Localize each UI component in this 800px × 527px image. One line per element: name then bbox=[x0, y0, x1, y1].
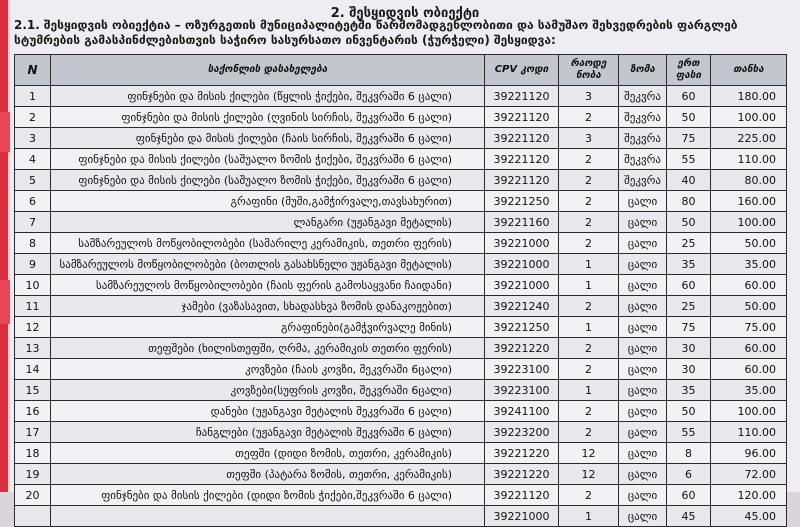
unit-price: 35 bbox=[667, 380, 711, 401]
quantity: 12 bbox=[559, 464, 619, 485]
unit-price: 30 bbox=[667, 359, 711, 380]
slide-accent-bar bbox=[0, 0, 8, 492]
header-cpv: CPV კოდი bbox=[485, 55, 559, 86]
total-amount: 50.00 bbox=[711, 233, 787, 254]
cpv-code: 39221000 bbox=[485, 506, 559, 527]
unit: შეკვრა bbox=[619, 128, 667, 149]
total-amount: 35.00 bbox=[711, 380, 787, 401]
unit-price: 55 bbox=[667, 149, 711, 170]
unit: შეკვრა bbox=[619, 149, 667, 170]
cpv-code: 39221120 bbox=[485, 149, 559, 170]
cpv-code: 39221120 bbox=[485, 86, 559, 107]
row-number: 15 bbox=[15, 380, 51, 401]
total-amount: 72.00 bbox=[711, 464, 787, 485]
item-name: ფინჯნები და მისის ქილები (საშუალო ზომის ჭიქები, შეკვრაში 6 ცალი) bbox=[51, 170, 485, 191]
total-amount: 110.00 bbox=[711, 149, 787, 170]
quantity: 2 bbox=[559, 359, 619, 380]
row-number: 18 bbox=[15, 443, 51, 464]
table-row bbox=[15, 275, 787, 296]
unit-price: 40 bbox=[667, 170, 711, 191]
procurement-table bbox=[14, 54, 787, 527]
table-row bbox=[15, 191, 787, 212]
header-unit: ზომა bbox=[619, 55, 667, 86]
cpv-code: 39221000 bbox=[485, 275, 559, 296]
row-number: 1 bbox=[15, 86, 51, 107]
unit: ცალი bbox=[619, 485, 667, 506]
item-name: ფინჯნები და მისის ქილები (ჩაის სირჩის, შეკვრაში 6 ცალი) bbox=[51, 128, 485, 149]
cpv-code: 39221000 bbox=[485, 254, 559, 275]
unit-price: 60 bbox=[667, 485, 711, 506]
unit: ცალი bbox=[619, 233, 667, 254]
cpv-code: 39221240 bbox=[485, 296, 559, 317]
unit: ცალი bbox=[619, 317, 667, 338]
total-amount: 100.00 bbox=[711, 401, 787, 422]
row-number: 13 bbox=[15, 338, 51, 359]
item-name: ჯამები (ვაზასავით, სხადასხვა ზომის დანაკოჟებით) bbox=[51, 296, 485, 317]
total-amount: 60.00 bbox=[711, 338, 787, 359]
total-amount: 80.00 bbox=[711, 170, 787, 191]
unit-price: 25 bbox=[667, 296, 711, 317]
total-amount: 50.00 bbox=[711, 296, 787, 317]
quantity: 1 bbox=[559, 380, 619, 401]
table-header-row bbox=[15, 55, 787, 86]
quantity: 12 bbox=[559, 443, 619, 464]
unit-price: 25 bbox=[667, 233, 711, 254]
row-number: 9 bbox=[15, 254, 51, 275]
quantity: 3 bbox=[559, 128, 619, 149]
table-row bbox=[15, 149, 787, 170]
item-name: ფინჯნები და მისის ქილები (წყლის ჭიქები, შეკვრაში 6 ცალი) bbox=[51, 86, 485, 107]
item-name: ფინჯნები და მისის ქილები (დიდი ზომის ჭიქები,შეკვრაში 6 ცალი) bbox=[51, 485, 485, 506]
unit: შეკვრა bbox=[619, 107, 667, 128]
item-name: ფინჯნები და მისის ქილები (საშუალო ზომის ჭიქები, შეკვრაში 6 ცალი) bbox=[51, 149, 485, 170]
cpv-code: 39223200 bbox=[485, 422, 559, 443]
unit: ცალი bbox=[619, 212, 667, 233]
unit: შეკვრა bbox=[619, 170, 667, 191]
table-row bbox=[15, 128, 787, 149]
quantity: 1 bbox=[559, 254, 619, 275]
unit: ცალი bbox=[619, 443, 667, 464]
unit-price: 6 bbox=[667, 464, 711, 485]
cpv-code: 39221000 bbox=[485, 233, 559, 254]
total-amount: 60.00 bbox=[711, 275, 787, 296]
row-number: 5 bbox=[15, 170, 51, 191]
quantity: 2 bbox=[559, 107, 619, 128]
cpv-code: 39221120 bbox=[485, 128, 559, 149]
table-row bbox=[15, 422, 787, 443]
table-row bbox=[15, 254, 787, 275]
cpv-code: 39221120 bbox=[485, 485, 559, 506]
header-qty: რაოდე ნობა bbox=[559, 55, 619, 86]
quantity: 1 bbox=[559, 275, 619, 296]
total-amount: 75.00 bbox=[711, 317, 787, 338]
quantity: 2 bbox=[559, 191, 619, 212]
unit: ცალი bbox=[619, 422, 667, 443]
table-row bbox=[15, 317, 787, 338]
total-amount: 100.00 bbox=[711, 212, 787, 233]
cpv-code: 39223100 bbox=[485, 380, 559, 401]
unit-price: 80 bbox=[667, 191, 711, 212]
cpv-code: 39221220 bbox=[485, 338, 559, 359]
unit-price: 30 bbox=[667, 338, 711, 359]
unit: ცალი bbox=[619, 401, 667, 422]
table-row bbox=[15, 86, 787, 107]
quantity: 2 bbox=[559, 212, 619, 233]
total-amount: 110.00 bbox=[711, 422, 787, 443]
cpv-code: 39221250 bbox=[485, 317, 559, 338]
intro-paragraph bbox=[14, 18, 784, 48]
row-number: 8 bbox=[15, 233, 51, 254]
row-number bbox=[15, 506, 51, 527]
item-name bbox=[51, 506, 485, 527]
unit-price: 50 bbox=[667, 107, 711, 128]
document-title: 2. შესყიდვის ობიექტი bbox=[330, 6, 480, 21]
cpv-code: 39241100 bbox=[485, 401, 559, 422]
total-amount: 60.00 bbox=[711, 359, 787, 380]
total-amount: 225.00 bbox=[711, 128, 787, 149]
row-number: 14 bbox=[15, 359, 51, 380]
item-name: თეფშები (ხილისთეფში, ღრმა, კერამიკის თეთრი ფერის) bbox=[51, 338, 485, 359]
row-number: 17 bbox=[15, 422, 51, 443]
table-row bbox=[15, 380, 787, 401]
quantity: 2 bbox=[559, 170, 619, 191]
unit: ცალი bbox=[619, 254, 667, 275]
item-name: თეფში (პატარა ზომის, თეთრი, კერამიკის) bbox=[51, 464, 485, 485]
header-num: N bbox=[15, 55, 51, 86]
quantity: 3 bbox=[559, 86, 619, 107]
item-name: კოვზები (ჩაის კოვზი, შეკვრაში 6ცალი) bbox=[51, 359, 485, 380]
item-name: ფინჯნები და მისის ქილები (ღვინის სირჩის, შეკვრაში 6 ცალი) bbox=[51, 107, 485, 128]
cpv-code: 39221160 bbox=[485, 212, 559, 233]
total-amount: 45.00 bbox=[711, 506, 787, 527]
item-name: ჩანგლები (უჟანგავი მეტალის შეკვრაში 6 ცალი) bbox=[51, 422, 485, 443]
table-row bbox=[15, 170, 787, 191]
unit: ცალი bbox=[619, 359, 667, 380]
item-name: გრაფინები(გამჭვირვალე მინის) bbox=[51, 317, 485, 338]
quantity: 2 bbox=[559, 485, 619, 506]
item-name: გრაფინი (მუში,გამჭირვალე,თავსახურით) bbox=[51, 191, 485, 212]
row-number: 19 bbox=[15, 464, 51, 485]
item-name: თეფში (დიდი ზომის, თეთრი, კერამიკის) bbox=[51, 443, 485, 464]
table-row bbox=[15, 338, 787, 359]
unit-price: 60 bbox=[667, 86, 711, 107]
header-name: საქონლის დასახელება bbox=[51, 55, 485, 86]
total-amount: 180.00 bbox=[711, 86, 787, 107]
row-number: 16 bbox=[15, 401, 51, 422]
table-row bbox=[15, 233, 787, 254]
cpv-code: 39221220 bbox=[485, 464, 559, 485]
quantity: 2 bbox=[559, 338, 619, 359]
unit: ცალი bbox=[619, 338, 667, 359]
table-row bbox=[15, 506, 787, 527]
row-number: 7 bbox=[15, 212, 51, 233]
unit-price: 75 bbox=[667, 317, 711, 338]
table-row bbox=[15, 296, 787, 317]
row-number: 10 bbox=[15, 275, 51, 296]
header-unit-price: ერთ ფასი bbox=[667, 55, 711, 86]
cpv-code: 39221120 bbox=[485, 170, 559, 191]
item-name: დანები (უჟანგავი მეტალის შეკვრაში 6 ცალი) bbox=[51, 401, 485, 422]
unit: ცალი bbox=[619, 191, 667, 212]
unit-price: 75 bbox=[667, 128, 711, 149]
section-number: 2.1. bbox=[14, 18, 40, 32]
unit: ცალი bbox=[619, 464, 667, 485]
quantity: 1 bbox=[559, 317, 619, 338]
quantity: 2 bbox=[559, 233, 619, 254]
unit: ცალი bbox=[619, 296, 667, 317]
table-row bbox=[15, 212, 787, 233]
cpv-code: 39221220 bbox=[485, 443, 559, 464]
quantity: 2 bbox=[559, 296, 619, 317]
unit-price: 50 bbox=[667, 401, 711, 422]
quantity: 2 bbox=[559, 149, 619, 170]
quantity: 1 bbox=[559, 506, 619, 527]
total-amount: 96.00 bbox=[711, 443, 787, 464]
header-total: თანხა bbox=[711, 55, 787, 86]
cpv-code: 39221250 bbox=[485, 191, 559, 212]
unit-price: 60 bbox=[667, 275, 711, 296]
row-number: 6 bbox=[15, 191, 51, 212]
unit-price: 55 bbox=[667, 422, 711, 443]
row-number: 4 bbox=[15, 149, 51, 170]
total-amount: 160.00 bbox=[711, 191, 787, 212]
unit: ცალი bbox=[619, 275, 667, 296]
cpv-code: 39223100 bbox=[485, 359, 559, 380]
document-page bbox=[10, 0, 800, 523]
row-number: 2 bbox=[15, 107, 51, 128]
unit: შეკვრა bbox=[619, 86, 667, 107]
row-number: 3 bbox=[15, 128, 51, 149]
table-body bbox=[15, 86, 787, 527]
row-number: 12 bbox=[15, 317, 51, 338]
table-row bbox=[15, 401, 787, 422]
total-amount: 120.00 bbox=[711, 485, 787, 506]
item-name: კოვზები(სუფრის კოვზი, შეკვრაში 6ცალი) bbox=[51, 380, 485, 401]
quantity: 2 bbox=[559, 422, 619, 443]
row-number: 11 bbox=[15, 296, 51, 317]
table-row bbox=[15, 443, 787, 464]
unit: ცალი bbox=[619, 380, 667, 401]
cpv-code: 39221120 bbox=[485, 107, 559, 128]
intro-text: შესყიდვის ობიექტია – ოზურგეთის მუნიციპალიტეტში წარმომადგენლობითი და სამუშაო შეხვედრების ფარგლებ სტუმრების გამასპინძლებისთვის საჭირო სასურსათო ინვენტარის (ჭურჭელი) შესყიდვა: bbox=[14, 18, 738, 47]
unit-price: 8 bbox=[667, 443, 711, 464]
unit-price: 35 bbox=[667, 254, 711, 275]
item-name: სამზარეულოს მოწყობილობები (სამარილე კერამიკის, თეთრი ფერის) bbox=[51, 233, 485, 254]
row-number: 20 bbox=[15, 485, 51, 506]
table-row bbox=[15, 464, 787, 485]
unit: ცალი bbox=[619, 506, 667, 527]
total-amount: 35.00 bbox=[711, 254, 787, 275]
item-name: ლანგარი (უჟანგავი მეტალის) bbox=[51, 212, 485, 233]
quantity: 2 bbox=[559, 401, 619, 422]
item-name: სამზარეულოს მოწყობილობები (ბოთლის გასახსნელი უჟანგავი მეტალის) bbox=[51, 254, 485, 275]
table-row bbox=[15, 107, 787, 128]
item-name: სამზარეულოს მოწყობილობები (ჩაის ფერის გამოსაყვანი ჩაიდანი) bbox=[51, 275, 485, 296]
table-row bbox=[15, 359, 787, 380]
table-row bbox=[15, 485, 787, 506]
unit-price: 45 bbox=[667, 506, 711, 527]
total-amount: 100.00 bbox=[711, 107, 787, 128]
unit-price: 50 bbox=[667, 212, 711, 233]
